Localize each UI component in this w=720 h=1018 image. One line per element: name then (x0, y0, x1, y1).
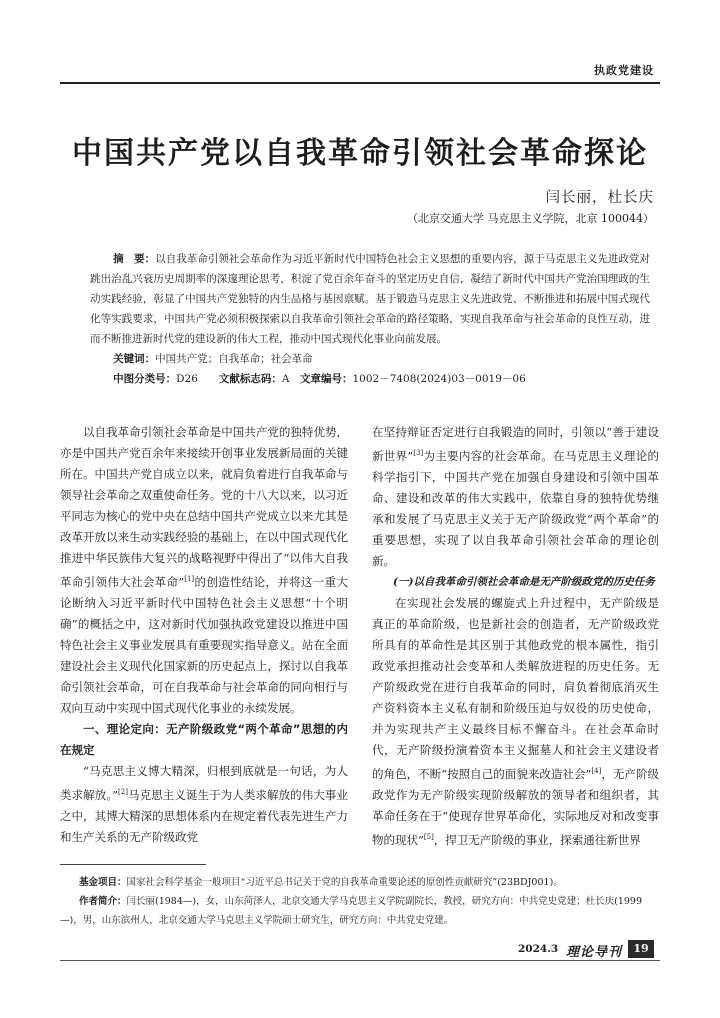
keywords-line (90, 349, 650, 369)
clc-value: D26 (176, 373, 198, 385)
header-rule (60, 82, 660, 84)
page-number: 19 (628, 940, 654, 958)
article-no-label: 文章编号： (299, 373, 353, 385)
body-paragraph (60, 761, 348, 848)
citation-ref: [1] (184, 575, 195, 583)
section-tag: 执政党建设 (594, 64, 654, 77)
abstract-paragraph (90, 249, 650, 349)
affiliation: （北京交通大学 马克思主义学院，北京 100044） (407, 212, 654, 225)
body-column-left (60, 422, 348, 848)
issue-number: 2024.3 (518, 943, 559, 955)
body-column-right (372, 422, 659, 850)
clc-label: 中图分类号： (113, 373, 177, 385)
funding-text: 国家社会科学基金一般项目“习近平总书记关于党的自我革命重要论述的原创性贡献研究”(23BDJ001)。 (126, 877, 563, 888)
citation-ref: [4] (591, 766, 602, 775)
body-text: ，捍卫无产阶级的事业，探索通往新世界 (433, 832, 641, 847)
doc-code-value: A (281, 373, 290, 385)
footnotes (60, 873, 658, 930)
body-paragraph (372, 422, 659, 572)
section-heading: 一、理论定向：无产阶级政党“两个革命”思想的内在规定 (60, 721, 348, 757)
keywords: 中国共产党；自我革命；社会革命 (155, 353, 313, 365)
authors: 闫长丽，杜长庆 (545, 190, 654, 206)
body-text: “马克思主义博大精深，归根到底就是一句话，为人类求解放。” (60, 763, 348, 802)
body-paragraph (372, 593, 659, 851)
journal-name: 理论导刊 (566, 945, 623, 960)
body-text: 马克思主义诞生于为人类求解放的伟大事业之中，其博大精深的思想体系内在规定着代表先进生产力和生产关系的无产阶级政党 (60, 787, 349, 844)
article-title: 中国共产党以自我革命引领社会革命探论 (72, 136, 648, 171)
body-text: 的创造性结论，并将这一重大论断纳入习近平新时代中国特色社会主义思想“十个明确”的概括之中，这对新时代加强执政党建设以推进中国特色社会主义事业发展具有重要现实指导意义。站在全面建设社会主义现代化国家新的历史起点上，探讨以自我革命引领社会革命，可在自我革命与社会革命的同向相行与双向互动中实现中国式现代化事业的永续发展。 (60, 574, 348, 715)
funding-label: 基金项目： (79, 877, 127, 888)
footnote-rule (60, 864, 206, 865)
body-text: ，无产阶级政党作为无产阶级实现阶级解放的领导者和组织者，其革命任务在于“使现存世界革命化，实际地反对和改变事物的现状” (372, 766, 659, 847)
footer-rule (60, 960, 660, 961)
abstract-text: 以自我革命引领社会革命作为习近平新时代中国特色社会主义思想的重要内容，源于马克思主义先进政党对跳出治乱兴衰历史周期率的深邃理论思考，积淀了党百余年奋斗的坚定历史自信，凝结了新时代中国共产党治国理政的生动实践经验，彰显了中国共产党独特的内生品格与基因禀赋。基于锻造马克思主义先进政党、不断推进和拓展中国式现代化等实践要求，中国共产党必须积极探索以自我革命引领社会革命的路径策略，实现自我革命与社会革命的良性互动，进而不断推进新时代党的建设新的伟大工程，推动中国式现代化事业向前发展。 (90, 253, 651, 345)
body-text: 在坚持辩证否定进行自我锻造的同时，引领以“善于建设新世界” (372, 425, 659, 463)
author-note (60, 892, 658, 930)
abstract-block (90, 249, 650, 389)
citation-ref: [2] (118, 787, 128, 796)
article-no-value: 1002－7408(2024)03－0019－06 (352, 373, 526, 385)
citation-ref: [5] (423, 832, 434, 841)
body-text: 在实现社会发展的螺旋式上升过程中，无产阶级是真正的革命阶级，也是新社会的创造者，无产阶级政党所具有的革命性是其区别于其他政党的根本属性，指引政党承担推动社会变革和人类解放进程的历史任务。无产阶级政党在进行自我革命的同时，肩负着彻底消灭生产资料资本主义私有制和阶级压迫与奴役的历史使命，并为实现共产主义最终目标不懈奋斗。在社会革命时代，无产阶级扮演着资本主义掘墓人和社会主义建设者的角色，不断“按照自己的面貌来改造社会” (372, 595, 659, 781)
keywords-label: 关键词： (113, 353, 156, 365)
body-text: 为主要内容的社会革命。在马克思主义理论的科学指引下，中国共产党在加强自身建设和引领中国革命、建设和改革的伟大实践中，依靠自身的独特优势继承和发展了马克思主义关于无产阶级政党“两个革命”的重要思想，实现了以自我革命引领社会革命的理论创新。 (372, 448, 660, 568)
author-info-text: 闫长丽(1984—)，女，山东菏泽人，北京交通大学马克思主义学院副院长，教授，研究方向：中共党史党建；杜长庆(1999—)，男，山东滨州人，北京交通大学马克思主义学院硕士研究生，研究方向：中共党史党建。 (60, 896, 642, 926)
classification-line (90, 369, 650, 389)
citation-ref: [3] (413, 449, 424, 457)
funding-note (60, 873, 658, 892)
subsection-heading: (一)以自我革命引领社会革命是无产阶级政党的历史任务 (393, 575, 655, 588)
abstract-label: 摘 要： (113, 253, 156, 265)
doc-code-label: 文献标志码： (218, 373, 282, 385)
body-paragraph (60, 422, 348, 719)
body-text: 以自我革命引领社会革命是中国共产党的独特优势，亦是中国共产党百余年来接续开创事业发展新局面的关键所在。中国共产党自成立以来，就肩负着进行自我革命与领导社会革命之双重使命任务。党的十八大以来，以习近平同志为核心的党中央在总结中国共产党成立以来尤其是改革开放以来生动实践经验的基础上，在以中国式现代化推进中华民族伟大复兴的战略视野中得出了“以伟大自我革命引领伟大社会革命” (60, 425, 348, 589)
author-info-label: 作者简介： (79, 896, 127, 907)
